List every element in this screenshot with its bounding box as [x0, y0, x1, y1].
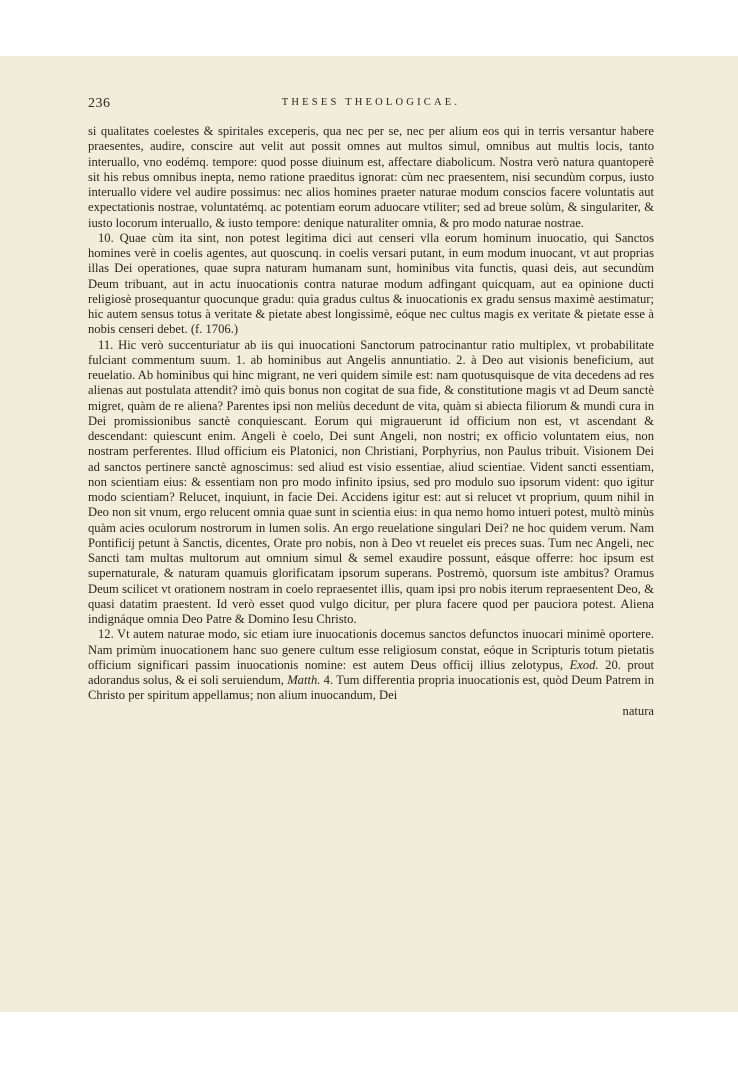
paragraph-10: 10. Quae cùm ita sint, non potest legitima dici aut censeri vlla eorum hominum inuocatio, qui Sanctos homines verè in coelis agentes, aut quoscunq. in coelis versari putant, in eum modum inuocant, vt aut proprias illas Dei operationes, quae supra naturam humanam sunt, hominibus vita functis, quasi deis, aut secundùm Deum tribuant, aut in actu inuocationis contra naturae modum adfingant quicquam, aut ea opinione ducti religiosè prosequantur quocunque gradu: quia gradus cultus & inuocationis ex gradu sensus maximè aestimatur; hic autem sensus totus à veritate & pietate abest longissimè, eóque nec cultus magis ex veritate & pietate esse à nobis censeri debet. (f. 1706.): [88, 230, 654, 337]
paragraph-continued: si qualitates coelestes & spiritales exceperis, qua nec per se, nec per alium eos qui in terris versantur habere praesentes, audire, conscire aut velit aut possit omnes aut multos simul, omnibus aut multis locis, tanto interuallo, vno eodémq. tempore: quod posse diuinum est, affectare diabolicum. Nostra verò natura quantoperè sit his rebus omnibus inepta, nemo ratione praeditus ignorat: cùm nec praesentem, nisi secundùm corpus, iusto interuallo videre vel audire possimus: nec alios homines praeter naturae modum conscios facere voluntatis aut expectationis nostrae, voluntatémq. ac potentiam eorum aduocare vtiliter; sed ad breue solùm, & singulariter, & iusto locorum interuallo, & iusto tempore: denique naturaliter omnia, & pro modo naturae nostrae.: [88, 124, 654, 230]
paragraph-12-text-c: 4. Tum differentia propria inuocationis est, quòd Deum Patrem in Christo per spiritum appellamus; non alium inuocandum, Dei: [88, 673, 655, 703]
page-number: 236: [88, 96, 111, 111]
reference-exodus: Exod.: [569, 657, 599, 672]
paragraph-11: 11. Hic verò succenturiatur ab iis qui inuocationi Sanctorum patrocinantur ratio multiplex, vt probabilitate fulciant commentum suum. 1. ab hominibus aut Angelis annuntiatio. 2. à Deo aut visionis beneficium, aut reuelatio. Ab hominibus qui hinc migrant, ne veri quidem simile est: nam quotusquisque de vita decedens ad res alienas aut postulata attendit? imò quis bonus non cogitat de sua fide, & constitutione magis vt ad Deum sanctè migret, quàm de re aliena? Parentes ipsi non meliùs decedunt de vita, quàm si abiecta filiorum & mundi cura in Dei promissionibus sanctè conquiescant. Eorum qui migrauerunt id officium non est, vt ascendant & descendant: quiescunt enim. Angeli è coelo, Dei sunt Angeli, non nostri; ex officio voluntatem eius, non nostram perferentes. Illud officium eis Platonici, non Christiani, Porphyrius, non Paulus tribuit. Visionem Dei ad sanctos pertinere sanctè agnoscimus: sed aliud est visio essentiae, aliud scientiae. Vident sancti essentiam, non scientiam eius: & essentiam non pro modo infinito ipsius, sed pro modulo suo ipsorum vident: quo igitur modo scientiam? Relucet, inquiunt, in facie Dei. Accidens igitur est: aut si relucet vt proprium, quum nihil in Deo non sit vnum, ergo relucent omnia quae sunt in scientia eius: in qua nemo homo intueri potest, multò minùs quàm acies oculorum nostrorum in lumen solis. An ergo reuelatione singulari Dei? ne hoc quidem verum. Nam Pontificij petunt à Sanctis, dicentes, Orate pro nobis, non à Deo vt reuelet eis preces suas. Tum nec Angeli, nec Sancti tam multas multorum aut omnium simul & semel exaudire possunt, eásque offerre: hoc ipsum est supernaturale, & naturam quamuis glorificatam ipsorum superans. Postremò, quorsum iste ambitus? Oramus Deum scilicet vt orationem nostram in coelo repraesentet illis, quam ipsi pro nobis iterum repraesentent Deo, & quasi datatim praestent. Id verò esset quod vulgo dicitur, per plura facere quod per pauciora potest. Aliena indignáque omnia Deo Patre & Domino Iesu Christo.: [88, 337, 654, 626]
paragraph-12-text-a: 12. Vt autem naturae modo, sic etiam iure inuocationis docemus sanctos defunctos inuocari minimè oportere. Nam primùm inuocationem hanc suo genere cultum esse religiosum constat, eóque in Scripturis totum pietatis officium significari passim inuocationis nomine: est autem Deus officij illius zelotypus,: [88, 627, 654, 672]
paragraph-12: [88, 627, 654, 703]
catchword: natura: [622, 703, 654, 718]
running-title: THESES THEOLOGICAE.: [281, 97, 461, 108]
reference-matthew: Matth.: [287, 673, 321, 687]
page-header: [88, 96, 654, 116]
paragraph-12-text-b: 20. prout adorandus solus, & ei soli seruiendum,: [88, 657, 654, 687]
body-text: [88, 124, 654, 719]
